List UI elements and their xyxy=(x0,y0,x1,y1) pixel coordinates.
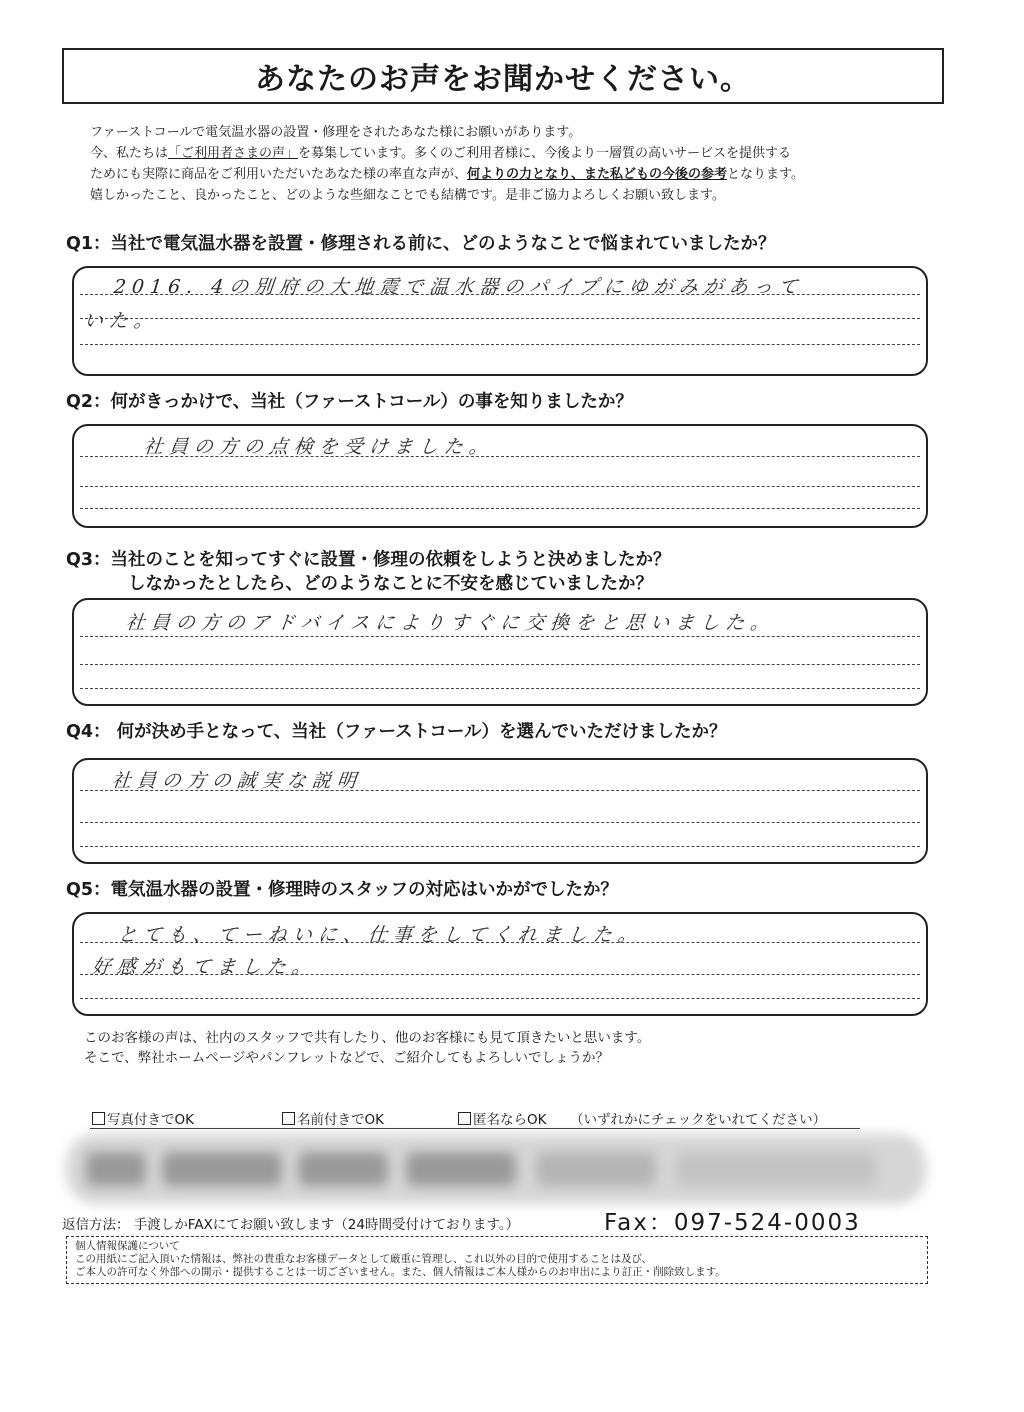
answer-rule xyxy=(80,486,920,487)
intro-line-2 xyxy=(90,143,950,164)
handwritten-answer-4-line-1: 社員の方の誠実な説明 xyxy=(110,770,364,792)
question-4: Q4： 何が決め手となって、当社（ファーストコール）を選んでいただけましたか？ xyxy=(66,722,727,742)
intro-line-2b: 「ご利用者さまの声」 xyxy=(168,146,299,161)
privacy-notice xyxy=(66,1236,928,1284)
intro-line-3c: となります。 xyxy=(727,167,804,182)
intro-line-3b: 何よりの力となり、また私どもの今後の参考 xyxy=(467,167,728,182)
checkbox-anonymous-ok[interactable] xyxy=(458,1108,546,1128)
title-box xyxy=(62,48,944,104)
handwritten-answer-5-line-2: 好感がもてました。 xyxy=(90,956,319,978)
checkbox-anonymous-label: 匿名ならOK xyxy=(473,1112,547,1128)
answer-rule xyxy=(80,344,920,345)
question-5: Q5：電気温水器の設置・修理時のスタッフの対応はいかがでしたか？ xyxy=(66,880,619,900)
answer-rule xyxy=(80,846,920,847)
redacted-block xyxy=(676,1152,876,1186)
intro-line-3 xyxy=(90,164,950,185)
handwritten-answer-1-line-1: 2016．4の別府の大地震で温水器のパイプにゆがみがあって xyxy=(112,276,805,298)
privacy-line-2: ご本人の許可なく外部への開示・提供することは一切ございません。また、個人情報はご本人様からのお申出により訂正・削除致します。 xyxy=(75,1266,726,1278)
privacy-line-1: この用紙にご記入頂いた情報は、弊社の貴重なお客様データとして厳重に管理し、これ以外の目的で使用することは及び、 xyxy=(75,1253,653,1265)
answer-rule xyxy=(80,822,920,823)
question-2: Q2：何がきっかけで、当社（ファーストコール）の事を知りましたか？ xyxy=(66,392,633,412)
checkbox-name-label: 名前付きでOK xyxy=(297,1112,384,1128)
redacted-block xyxy=(536,1152,656,1186)
redacted-block xyxy=(406,1152,516,1186)
answer-rule xyxy=(80,318,920,319)
redacted-block xyxy=(298,1152,388,1186)
handwritten-answer-5-line-1: とても、てーねいに、仕事をしてくれました。 xyxy=(116,924,645,946)
answer-box-2[interactable] xyxy=(72,424,928,528)
checkbox-name-ok[interactable] xyxy=(282,1108,384,1128)
handwritten-answer-1-line-2: いた。 xyxy=(82,310,161,332)
answer-box-4[interactable] xyxy=(72,758,928,864)
answer-box-1[interactable] xyxy=(72,266,928,376)
handwritten-answer-3-line-1: 社員の方のアドバイスによりすぐに交換をと思いました。 xyxy=(124,612,777,634)
answer-box-3[interactable] xyxy=(72,598,928,706)
fax-number: Fax：097-524-0003 xyxy=(604,1210,861,1236)
checkbox-photo-ok[interactable] xyxy=(92,1108,194,1128)
answer-rule xyxy=(80,998,920,999)
intro-line-1: ファーストコールで電気温水器の設置・修理をされたあなた様にお願いがあります。 xyxy=(90,125,582,140)
privacy-heading: 個人情報保護について xyxy=(75,1240,180,1252)
intro-line-4: 嬉しかったこと、良かったこと、どのような些細なことでも結構です。是非ご協力よろしくお願い致します。 xyxy=(90,188,725,203)
reply-method: 返信方法： 手渡しかFAXにてお願い致します（24時間受付けております。） xyxy=(62,1217,520,1233)
redacted-signature-area xyxy=(66,1134,926,1204)
consent-checkboxes xyxy=(90,1108,860,1129)
question-3: Q3：当社のことを知ってすぐに設置・修理の依頼をしようと決めましたか？ xyxy=(66,550,671,570)
consent-text-2: そこで、弊社ホームページやパンフレットなどで、ご紹介してもよろしいでしょうか？ xyxy=(84,1050,610,1066)
answer-rule xyxy=(80,688,920,689)
question-1: Q1：当社で電気温水器を設置・修理される前に、どのようなことで悩まれていましたか？ xyxy=(66,234,776,254)
checkbox-icon[interactable] xyxy=(458,1112,471,1125)
checkbox-photo-label: 写真付きでOK xyxy=(107,1112,194,1128)
redacted-block xyxy=(162,1152,282,1186)
consent-text-1: このお客様の声は、社内のスタッフで共有したり、他のお客様にも見て頂きたいと思います。 xyxy=(84,1030,651,1046)
page-title: あなたのお声をお聞かせください。 xyxy=(255,62,751,97)
intro-line-2c: を募集しています。多くのご利用者様に、今後より一層質の高いサービスを提供する xyxy=(298,146,791,161)
checkbox-icon[interactable] xyxy=(92,1112,105,1125)
question-3-sub: しなかったとしたら、どのようなことに不安を感じていましたか？ xyxy=(128,574,653,594)
redacted-block xyxy=(86,1152,146,1186)
intro-line-2a: 今、私たちは xyxy=(90,146,169,161)
checkbox-icon[interactable] xyxy=(282,1112,295,1125)
answer-rule xyxy=(80,664,920,665)
checkbox-instruction: （いずれかにチェックをいれてください） xyxy=(570,1112,827,1128)
answer-box-5[interactable] xyxy=(72,912,928,1016)
intro-text xyxy=(90,122,950,206)
answer-rule xyxy=(80,508,920,509)
handwritten-answer-2-line-1: 社員の方の点検を受けました。 xyxy=(142,436,496,458)
intro-line-3a: ためにも実際に商品をご利用いただいたあなた様の率直な声が、 xyxy=(90,167,468,182)
answer-rule xyxy=(80,636,920,637)
